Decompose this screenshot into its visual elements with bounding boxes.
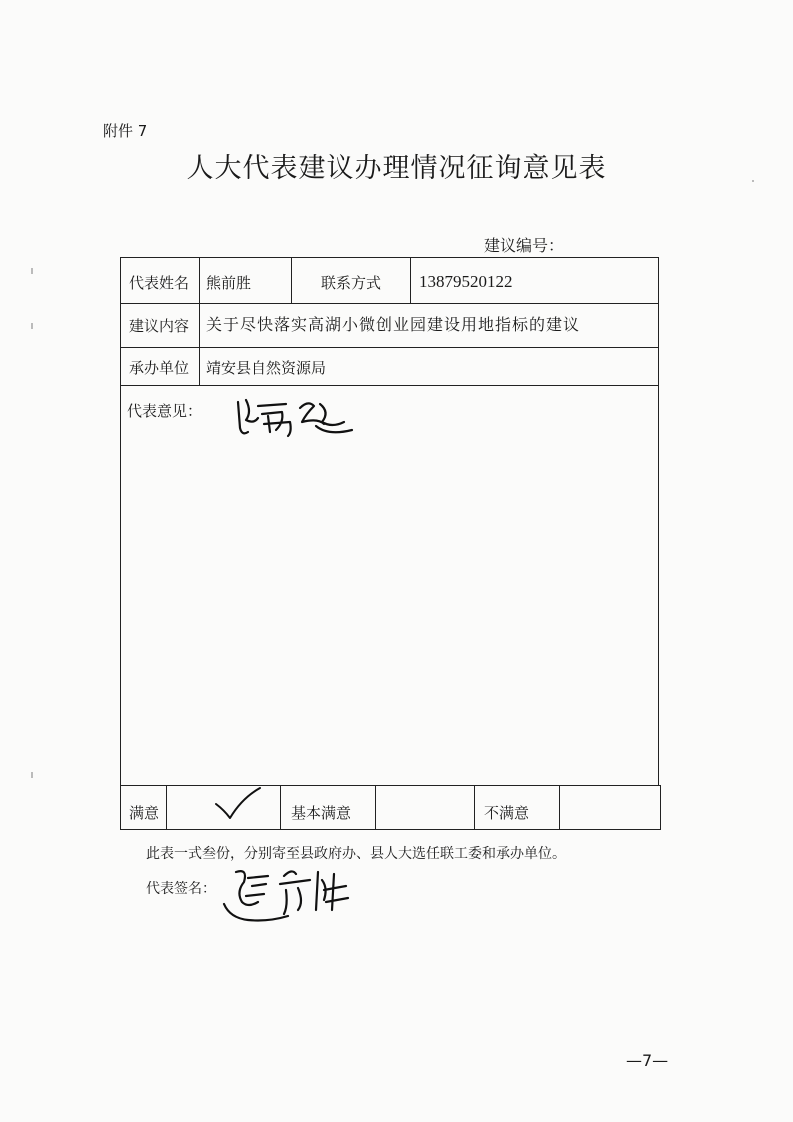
- page-number: —7—: [626, 1051, 669, 1070]
- handler-label: 承办单位: [129, 359, 190, 377]
- scan-speck: [31, 772, 33, 778]
- table-border-line: [120, 257, 121, 830]
- suggestion-content-label: 建议内容: [129, 317, 190, 335]
- contact-value: 13879520122: [419, 272, 513, 291]
- table-border-line: [199, 257, 200, 386]
- table-border-line: [375, 785, 376, 830]
- distribution-note: 此表一式叁份，分别寄至县政府办、县人大选任联工委和承办单位。: [146, 846, 566, 862]
- table-border-line: [410, 257, 411, 304]
- suggestion-number-label: 建议编号：: [484, 236, 565, 255]
- basic-satisfied-label: 基本满意: [291, 804, 352, 822]
- table-border-line: [120, 257, 659, 258]
- attachment-label: 附件 7: [103, 122, 148, 140]
- opinion-label: 代表意见：: [127, 402, 203, 420]
- table-border-line: [660, 785, 661, 830]
- handler-value: 靖安县自然资源局: [206, 359, 327, 377]
- representative-signature: [218, 862, 358, 930]
- scan-speck: [31, 323, 33, 329]
- table-border-line: [120, 385, 659, 386]
- table-border-line: [120, 829, 661, 830]
- satisfied-checkmark-icon: [214, 786, 264, 822]
- unsatisfied-label: 不满意: [484, 804, 530, 822]
- table-border-line: [559, 785, 560, 830]
- table-border-line: [291, 257, 292, 304]
- suggestion-content-value: 关于尽快落实高湖小微创业园建设用地指标的建议: [206, 315, 581, 334]
- representative-name-label: 代表姓名: [129, 274, 190, 292]
- table-border-line: [474, 785, 475, 830]
- signature-label: 代表签名：: [146, 881, 216, 897]
- scan-speck: [31, 268, 33, 274]
- table-border-line: [280, 785, 281, 830]
- opinion-handwriting: [232, 392, 357, 440]
- table-border-line: [120, 303, 659, 304]
- satisfied-label: 满意: [129, 804, 160, 822]
- representative-name-value: 熊前胜: [206, 274, 252, 292]
- page-title: 人大代表建议办理情况征询意见表: [186, 153, 607, 184]
- table-border-line: [120, 347, 659, 348]
- table-border-line: [658, 257, 659, 786]
- contact-label: 联系方式: [321, 274, 382, 292]
- table-border-line: [166, 785, 167, 830]
- table-border-line: [120, 785, 661, 786]
